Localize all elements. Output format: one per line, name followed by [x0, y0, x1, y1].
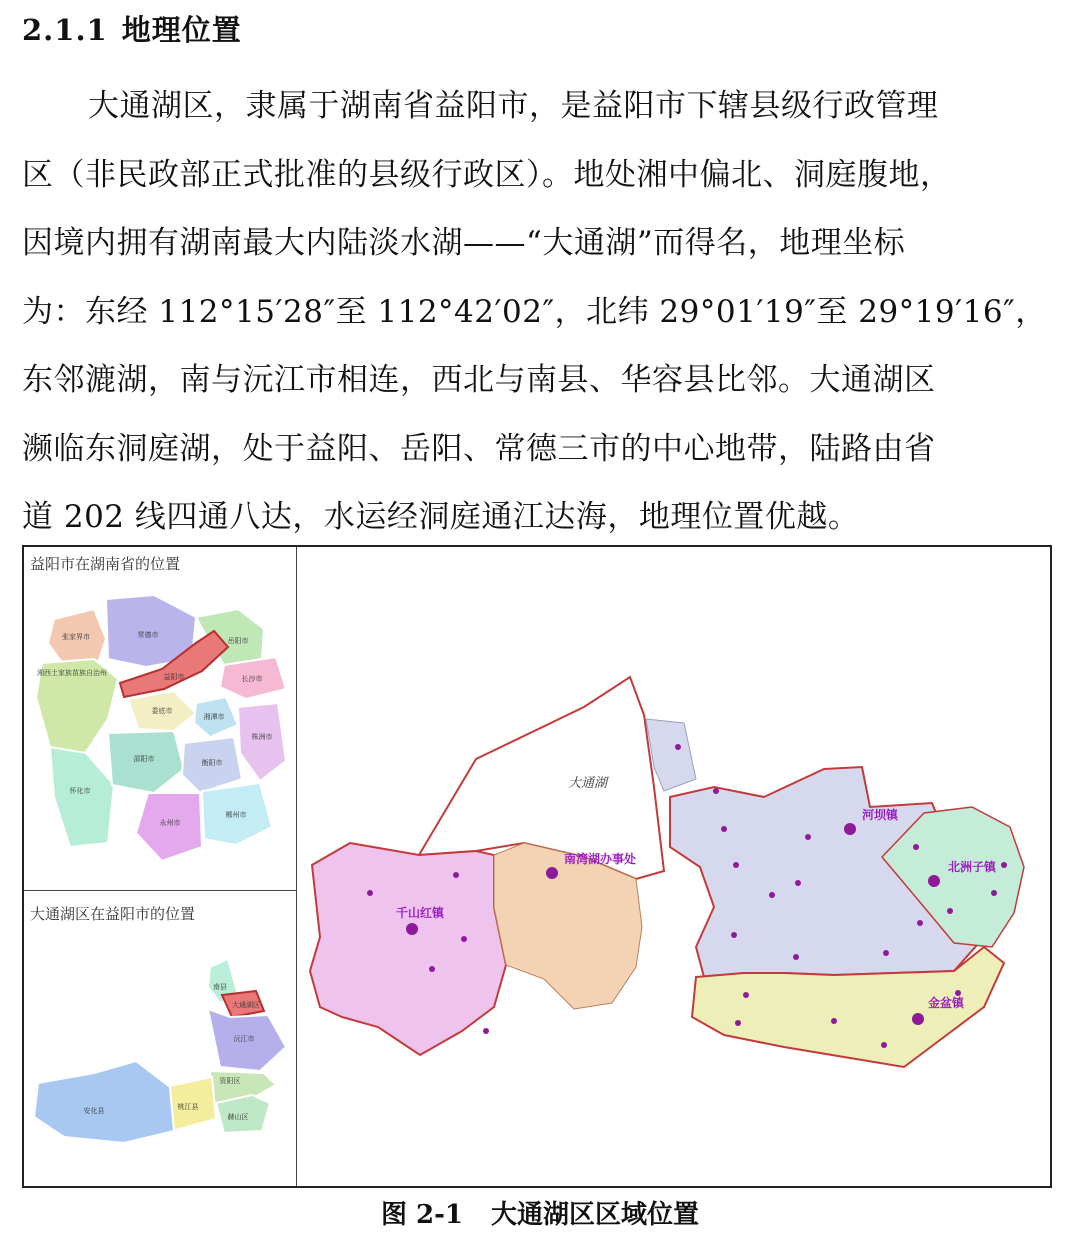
hunan-label: 岳阳市: [227, 637, 249, 645]
section-heading: [22, 8, 242, 49]
town-label-jinpen: 金盆镇: [928, 996, 965, 1010]
hunan-label: 株洲市: [251, 733, 273, 741]
village-marker: [453, 872, 459, 878]
map-graphic: [24, 547, 1050, 1186]
section-title: 地理位置: [121, 13, 242, 47]
yiyang-label: 南县: [213, 983, 227, 991]
yiyang-label: 赫山区: [227, 1113, 249, 1121]
paragraph-line: 大通湖区，隶属于湖南省益阳市，是益阳市下辖县级行政管理: [88, 88, 939, 124]
hunan-label: 湘西土家族苗族自治州: [37, 669, 107, 677]
hunan-map: [36, 595, 286, 861]
body-paragraph: [22, 72, 1047, 552]
region-anhua: [34, 1061, 174, 1143]
paragraph-line: 道 202 线四通八达，水运经洞庭通江达海，地理位置优越。: [22, 499, 860, 535]
village-marker: [947, 908, 953, 914]
hunan-label: 永州市: [159, 819, 181, 827]
paragraph-line: 区（非民政部正式批准的县级行政区）。地处湘中偏北、洞庭腹地，: [22, 156, 952, 193]
town-marker-qianshanhong: [406, 923, 418, 935]
region-huaihua: [50, 747, 114, 847]
figure-title: 大通湖区区域位置: [491, 1200, 700, 1230]
village-marker: [991, 890, 997, 896]
yiyang-label: 沅江市: [233, 1035, 255, 1043]
town-label-qianshanhong: 千山红镇: [396, 906, 445, 920]
village-marker: [805, 834, 811, 840]
town-marker-hebaxiang: [844, 823, 856, 835]
yiyang-label: 大通湖区: [232, 1001, 260, 1009]
yiyang-label: 安化县: [83, 1107, 105, 1115]
village-marker: [367, 890, 373, 896]
village-marker: [743, 992, 749, 998]
village-marker: [733, 862, 739, 868]
paragraph-line: 为：东经 112°15′28″至 112°42′02″，北纬 29°01′19″至 29°19′16″，: [22, 293, 1047, 330]
hunan-label: 怀化市: [69, 787, 91, 795]
village-marker: [881, 1042, 887, 1048]
village-marker: [731, 932, 737, 938]
town-marker-jinpen: [912, 1013, 924, 1025]
village-marker: [793, 954, 799, 960]
hunan-label: 衡阳市: [201, 759, 223, 767]
hunan-label: 益阳市: [163, 673, 185, 681]
figure-caption: [0, 1194, 1080, 1231]
figure-number: 图 2-1: [380, 1200, 463, 1230]
town-marker-nanwanhu: [546, 867, 558, 879]
location-figure: [22, 545, 1052, 1188]
yiyang-label: 资阳区: [219, 1077, 241, 1085]
hunan-label: 常德市: [137, 631, 159, 639]
village-marker: [721, 826, 727, 832]
paragraph-line: 东邻漉湖，南与沅江市相连，西北与南县、华容县比邻。大通湖区: [22, 362, 936, 398]
region-zhuzhou: [238, 703, 286, 781]
village-marker: [913, 844, 919, 850]
hunan-label: 郴州市: [225, 811, 247, 819]
hunan-label: 娄底市: [151, 707, 173, 715]
hunan-label: 张家界市: [62, 633, 90, 641]
village-marker: [795, 880, 801, 886]
town-marker-beizhouzi: [928, 875, 940, 887]
village-marker: [769, 892, 775, 898]
yiyang-map: [34, 959, 286, 1143]
region-yongzhou: [136, 793, 202, 861]
section-number: 2.1.1: [22, 13, 108, 47]
village-marker: [429, 966, 435, 972]
yiyang-label: 桃江县: [177, 1103, 199, 1111]
village-marker: [675, 744, 681, 750]
hunan-label: 长沙市: [241, 675, 263, 683]
main-district-map: [310, 677, 1024, 1067]
village-marker: [461, 936, 467, 942]
village-marker: [483, 1028, 489, 1034]
town-label-nanwanhu: 南湾湖办事处: [564, 852, 637, 866]
inset-top-title: 益阳市在湖南省的位置: [30, 555, 181, 573]
village-marker: [735, 1020, 741, 1026]
village-marker: [1001, 862, 1007, 868]
village-marker: [883, 950, 889, 956]
town-label-hebaxiang: 河坝镇: [862, 808, 899, 822]
region-qianshanhong: [310, 843, 506, 1055]
lake-label: 大通湖: [568, 776, 608, 791]
paragraph-line: 因境内拥有湖南最大内陆淡水湖——“大通湖”而得名，地理坐标: [22, 225, 906, 261]
village-marker: [831, 1018, 837, 1024]
paragraph-line: 濒临东洞庭湖，处于益阳、岳阳、常德三市的中心地带，陆路由省: [22, 430, 936, 467]
hunan-label: 湘潭市: [203, 713, 225, 721]
hunan-label: 邵阳市: [133, 755, 155, 763]
town-label-beizhouzi: 北洲子镇: [948, 860, 997, 874]
inset-bottom-title: 大通湖区在益阳市的位置: [30, 905, 196, 923]
village-marker: [917, 920, 923, 926]
village-marker: [713, 788, 719, 794]
